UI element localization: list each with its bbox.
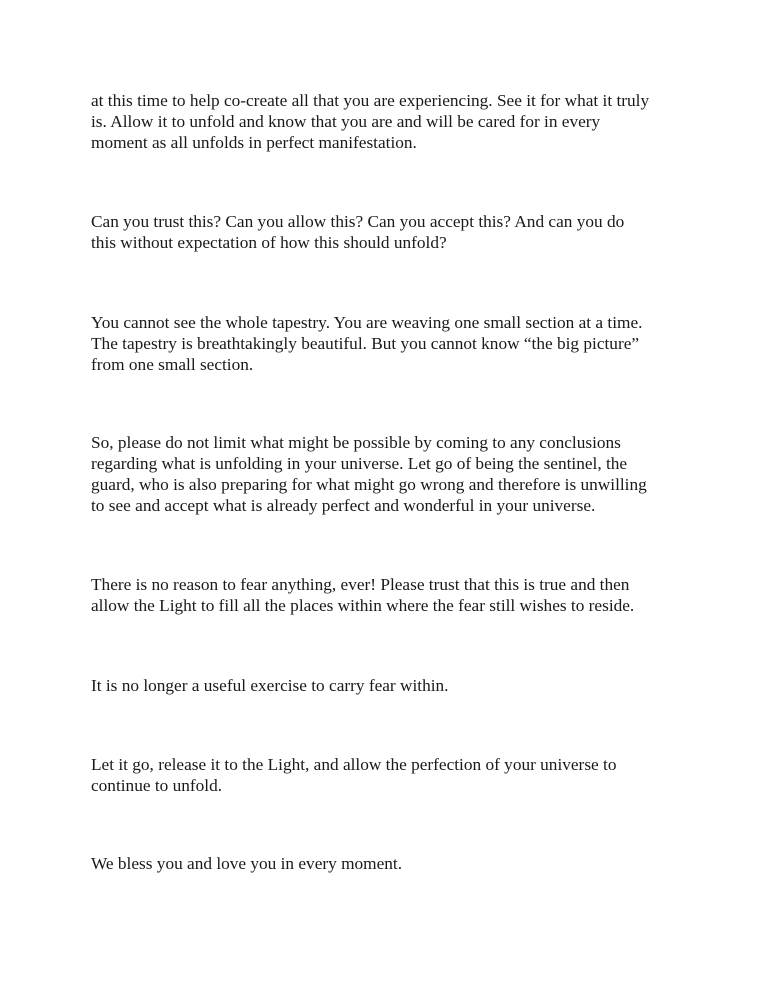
paragraph-2: Can you trust this? Can you allow this? Can you accept this? And can you do this without expectation of how this should unfold? (91, 212, 625, 252)
paragraph-5: There is no reason to fear anything, ever! Please trust that this is true and then allow the Light to fill all the places within where the fear still wishes to reside. (91, 575, 635, 615)
paragraph-7: Let it go, release it to the Light, and allow the perfection of your universe to continue to unfold. (91, 755, 617, 795)
paragraph-8: We bless you and love you in every moment. (91, 854, 403, 873)
paragraph-4: So, please do not limit what might be possible by coming to any conclusions regarding what is unfolding in your universe. Let go of being the sentinel, the guard, who is also preparing for what might go wrong and therefore is unwilling to see and accept what is already perfect and wonderful in your universe. (91, 433, 647, 515)
paragraph-6: It is no longer a useful exercise to carry fear within. (91, 676, 449, 695)
paragraph-1: at this time to help co-create all that you are experiencing. See it for what it truly is. Allow it to unfold and know that you are and will be cared for in every moment as all unfolds in perfect manifestation. (91, 91, 650, 152)
paragraph-3: You cannot see the whole tapestry. You are weaving one small section at a time. The tapestry is breathtakingly beautiful. But you cannot know “the big picture” from one small section. (91, 313, 643, 374)
